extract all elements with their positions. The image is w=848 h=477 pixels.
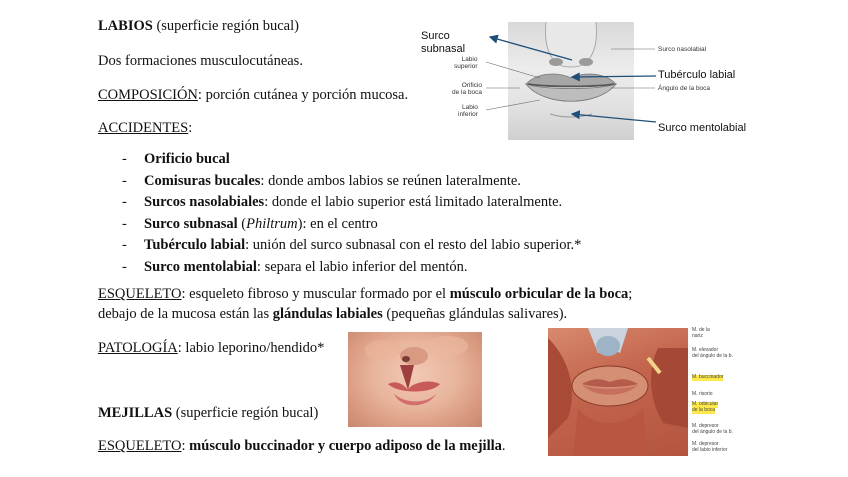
- esqueleto-line-1: ESQUELETO: esqueleto fibroso y muscular formado por el músculo orbicular de la boca;: [98, 286, 633, 302]
- list-item: - Surcos nasolabiales: donde el labio superior está limitado lateralmente.: [122, 194, 563, 210]
- lip-anatomy-image: [508, 22, 634, 140]
- cleft-lip-photo: [348, 332, 482, 427]
- list-item: - Comisuras bucales: donde ambos labios se reúnen lateralmente.: [122, 172, 521, 189]
- lip-left-label-superior: Labio superior: [454, 56, 478, 71]
- mejillas-esqueleto-line: ESQUELETO: músculo buccinador y cuerpo adiposo de la mejilla.: [98, 438, 506, 454]
- mejillas-title: MEJILLAS: [98, 405, 173, 421]
- list-item: - Tubérculo labial: unión del surco subnasal con el resto del labio superior.*: [122, 237, 582, 253]
- esqueleto-line-2: debajo de la mucosa están las glándulas labiales (pequeñas glándulas salivares).: [98, 306, 568, 322]
- list-item: - Surco mentolabial: separa el labio inferior del mentón.: [122, 258, 468, 275]
- composicion-line: [98, 87, 408, 104]
- accidentes-list: [122, 151, 581, 280]
- facial-muscles-image: [548, 328, 688, 456]
- label-surco-mentolabial: Surco mentolabial: [658, 122, 747, 134]
- labios-subtitle: (superficie región bucal): [152, 18, 299, 34]
- composicion-label: COMPOSICIÓN: [98, 87, 198, 103]
- list-item: - Orificio bucal: [122, 151, 230, 167]
- mejillas-heading: MEJILLAS (superficie región bucal): [98, 405, 319, 421]
- lip-right-label-nasolabial: Surco nasolabial: [658, 46, 707, 53]
- label-surco-subnasal: Surco subnasal: [421, 30, 466, 56]
- lip-left-label-orificio: Orificio de la boca: [452, 82, 482, 97]
- lip-drawing: [508, 22, 634, 140]
- patologia-line: PATOLOGÍA: labio leporino/hendido*: [98, 340, 325, 356]
- muscle-labels: M. de la nariz M. elevador del ángulo de la b. M. buccinador M. risorio M. orbicular de la boca M. depresor del ángulo de la b. M. depresor del labio inferior: [692, 327, 733, 453]
- labios-title: LABIOS: [98, 18, 153, 34]
- accidentes-line: [98, 120, 192, 137]
- esqueleto-label: ESQUELETO: [98, 286, 182, 302]
- lip-right-label-angulo: Ángulo de la boca: [658, 85, 711, 92]
- list-item: - Surco subnasal (Philtrum): en el centro: [122, 215, 378, 232]
- labios-description: Dos formaciones musculocutáneas.: [98, 53, 303, 69]
- patologia-label: PATOLOGÍA: [98, 340, 178, 356]
- composicion-text: : porción cutánea y porción mucosa.: [197, 87, 409, 103]
- lip-left-label-inferior: Labio inferior: [458, 104, 478, 119]
- label-tuberculo-labial: Tubérculo labial: [658, 69, 736, 81]
- labios-heading: [98, 18, 299, 35]
- accidentes-colon: :: [188, 120, 193, 136]
- accidentes-label: ACCIDENTES: [98, 120, 189, 136]
